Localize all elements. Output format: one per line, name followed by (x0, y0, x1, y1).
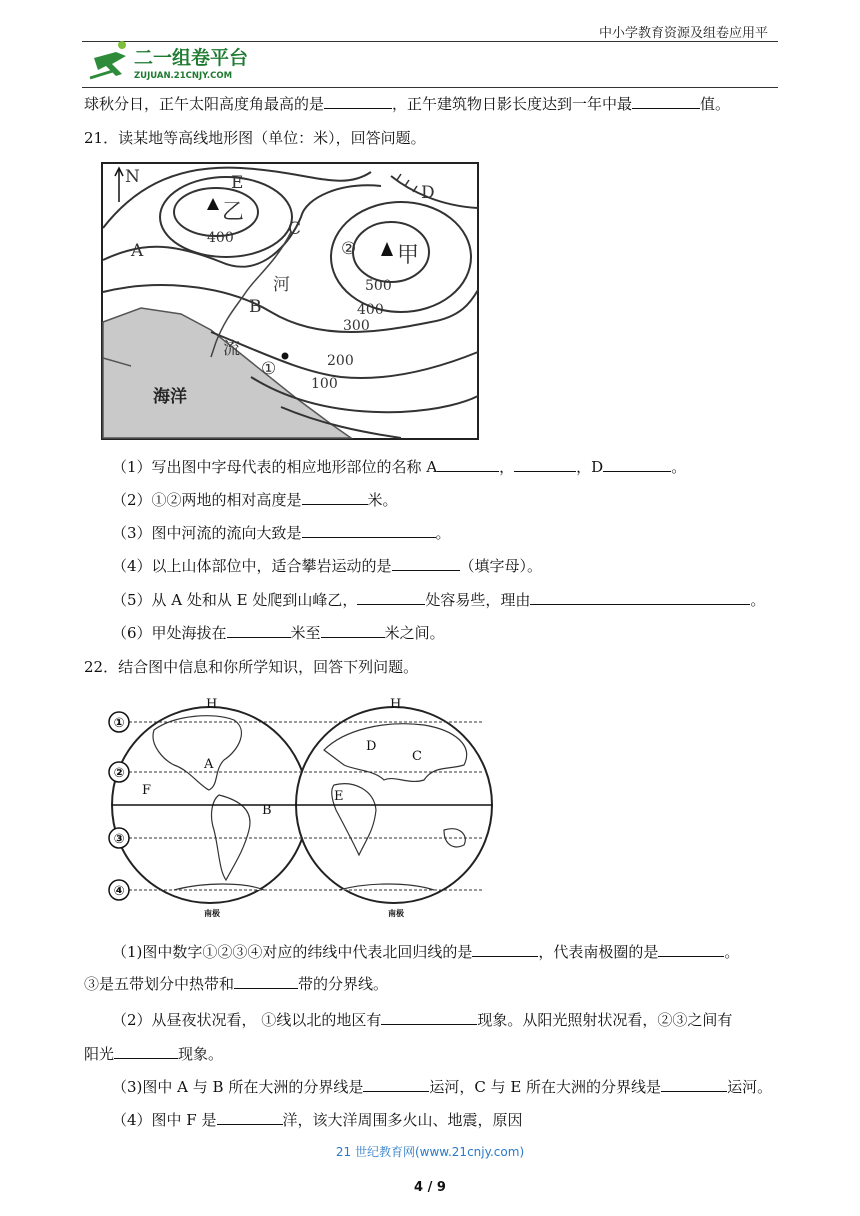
logo-en-text: ZUJUAN.21CNJY.COM (134, 71, 233, 81)
q22-2-text-b: 现象。从阳光照射状况看，②③之间有 (477, 1011, 733, 1029)
q20-text-2: ，正午建筑物日影长度达到一年中最 (392, 95, 633, 113)
map-label-D: D (421, 183, 435, 203)
runner-icon (90, 41, 126, 78)
map-label-B: B (249, 297, 262, 317)
contour-label-400b: 400 (357, 302, 384, 318)
q21-3-text-b: 。 (435, 524, 451, 542)
q22-item-2-cont (84, 1043, 223, 1065)
contour-map (101, 162, 479, 440)
q21-4-text-b: （填字母）。 (459, 557, 543, 575)
page-number: 4 / 9 (414, 1180, 446, 1195)
map-label-A: A (204, 757, 214, 772)
q21-5-text-a: （5）从 A 处和从 E 处爬到山峰乙， (112, 591, 358, 609)
map-label-B: B (262, 803, 272, 818)
q22-1-text-d: ③是五带划分中热带和 (84, 975, 235, 993)
q22-3-text-a: （3)图中 A 与 B 所在大洲的分界线是 (112, 1078, 364, 1096)
q21-6-blank-2 (321, 622, 385, 638)
q21-item-1 (112, 456, 686, 478)
q22-1-text-c: 。 (724, 943, 740, 961)
q22-3-blank-2 (661, 1076, 727, 1092)
map-label-D: D (366, 739, 377, 754)
q22-2-text-a: （2）从昼夜状况看， ①线以北的地区有 (112, 1011, 382, 1029)
map-label-E: E (231, 173, 244, 193)
q21-title: 21．读某地等高线地形图（单位：米），回答问题。 (84, 129, 426, 147)
q21-3-blank (302, 522, 436, 538)
q21-5-text-b: 处容易些，理由 (425, 591, 531, 609)
q20-tail-line (84, 93, 730, 115)
q21-item-3 (112, 522, 451, 544)
q21-3-text-a: （3）图中河流的流向大致是 (112, 524, 302, 542)
q22-item-1 (112, 941, 739, 963)
q21-1-blank-3 (603, 456, 671, 472)
q21-2-blank (302, 489, 368, 505)
map-label-yi: 乙 (222, 200, 245, 225)
q21-6-blank-1 (227, 622, 291, 638)
map-label-sea: 海洋 (153, 387, 187, 407)
contour-label-400a: 400 (207, 230, 234, 246)
q22-1-text-b: ，代表南极圈的是 (538, 943, 659, 961)
q20-blank-1 (324, 93, 392, 109)
map-south-pole-east: 南极 (388, 909, 404, 918)
q22-3-text-c: 运河。 (727, 1078, 773, 1096)
q21-2-text-b: 米。 (367, 491, 398, 509)
map-label-C: C (412, 749, 422, 764)
map-H-west: H (206, 697, 218, 712)
q21-item-4 (112, 555, 542, 577)
q22-item-2 (112, 1009, 732, 1031)
q21-4-blank (392, 555, 460, 571)
q22-4-text-a: （4）图中 F 是 (112, 1111, 217, 1129)
q22-item-1-cont (84, 973, 388, 995)
contour-label-100: 100 (311, 376, 338, 392)
q22-2-blank-1 (381, 1009, 477, 1025)
q22-item-4 (112, 1109, 523, 1131)
map-south-pole-west: 南极 (204, 909, 220, 918)
map-label-p2: ② (341, 239, 357, 259)
header-platform-text: 中小学教育资源及组卷应用平 (598, 26, 768, 41)
q22-1-blank-2 (658, 941, 724, 957)
q22-2-blank-2 (114, 1043, 178, 1059)
map-label-E: E (334, 789, 344, 804)
contour-label-300: 300 (343, 318, 370, 334)
footer-site-link[interactable]: 21 世纪教育网(www.21cnjy.com) (335, 1145, 525, 1159)
q21-item-2 (112, 489, 398, 511)
q21-1-text-a: （1）写出图中字母代表的相应地形部位的名称 A (112, 458, 438, 476)
q21-item-6 (112, 622, 445, 644)
map-label-A: A (131, 241, 144, 261)
q22-1-text-e: 带的分界线。 (298, 975, 389, 993)
map-label-jia: 甲 (397, 243, 420, 268)
q21-1-text-c: ，D (576, 458, 604, 476)
q21-1-blank-2 (514, 456, 576, 472)
q22-1-blank-1 (472, 941, 538, 957)
contour-label-500: 500 (365, 278, 392, 294)
q21-5-text-c: 。 (750, 591, 766, 609)
q20-text-3: 值。 (700, 95, 731, 113)
map-label-north: N (125, 167, 140, 187)
platform-logo (86, 40, 276, 82)
q21-5-blank-1 (357, 589, 425, 605)
q21-1-text-b: ， (499, 458, 515, 476)
lat-label-1: ① (113, 716, 125, 731)
q22-3-blank-1 (363, 1076, 429, 1092)
q22-4-text-b: 洋，该大洋周围多火山、地震，原因 (282, 1111, 523, 1129)
q21-1-text-d: 。 (671, 458, 687, 476)
q22-item-3 (112, 1076, 772, 1098)
header-rule-bottom (82, 87, 778, 88)
map-label-C: C (288, 219, 302, 239)
q21-1-blank-1 (437, 456, 499, 472)
q21-5-blank-2 (530, 589, 750, 605)
map-label-p1: ① (261, 359, 277, 379)
map-label-he: 河 (273, 275, 290, 295)
lat-label-4: ④ (113, 884, 125, 899)
q21-item-5 (112, 589, 765, 611)
q21-6-text-a: （6）甲处海拔在 (112, 624, 227, 642)
q21-4-text-a: （4）以上山体部位中，适合攀岩运动的是 (112, 557, 392, 575)
q20-blank-2 (632, 93, 700, 109)
map-H-east: H (390, 697, 402, 712)
q22-2-text-c: 阳光 (84, 1045, 115, 1063)
world-hemispheres-map (104, 690, 496, 920)
q22-title: 22．结合图中信息和你所学知识，回答下列问题。 (84, 658, 419, 676)
q22-2-text-d: 现象。 (178, 1045, 224, 1063)
q21-6-text-c: 米之间。 (384, 624, 445, 642)
q22-1-text-a: （1)图中数字①②③④对应的纬线中代表北回归线的是 (112, 943, 473, 961)
q21-6-text-b: 米至 (290, 624, 321, 642)
q22-3-text-b: 运河，C 与 E 所在大洲的分界线是 (429, 1078, 662, 1096)
q20-text-1: 球秋分日，正午太阳高度角最高的是 (84, 95, 325, 113)
contour-label-200: 200 (327, 353, 354, 369)
q22-1-blank-3 (234, 973, 298, 989)
map-label-F: F (142, 783, 152, 798)
logo-cn-text: 二一组卷平台 (134, 47, 249, 69)
point-1-dot (282, 353, 289, 360)
lat-label-2: ② (113, 766, 125, 781)
map-label-liu: 流 (223, 339, 240, 359)
lat-label-3: ③ (113, 832, 125, 847)
q22-4-blank (217, 1109, 283, 1125)
q21-2-text-a: （2）①②两地的相对高度是 (112, 491, 302, 509)
